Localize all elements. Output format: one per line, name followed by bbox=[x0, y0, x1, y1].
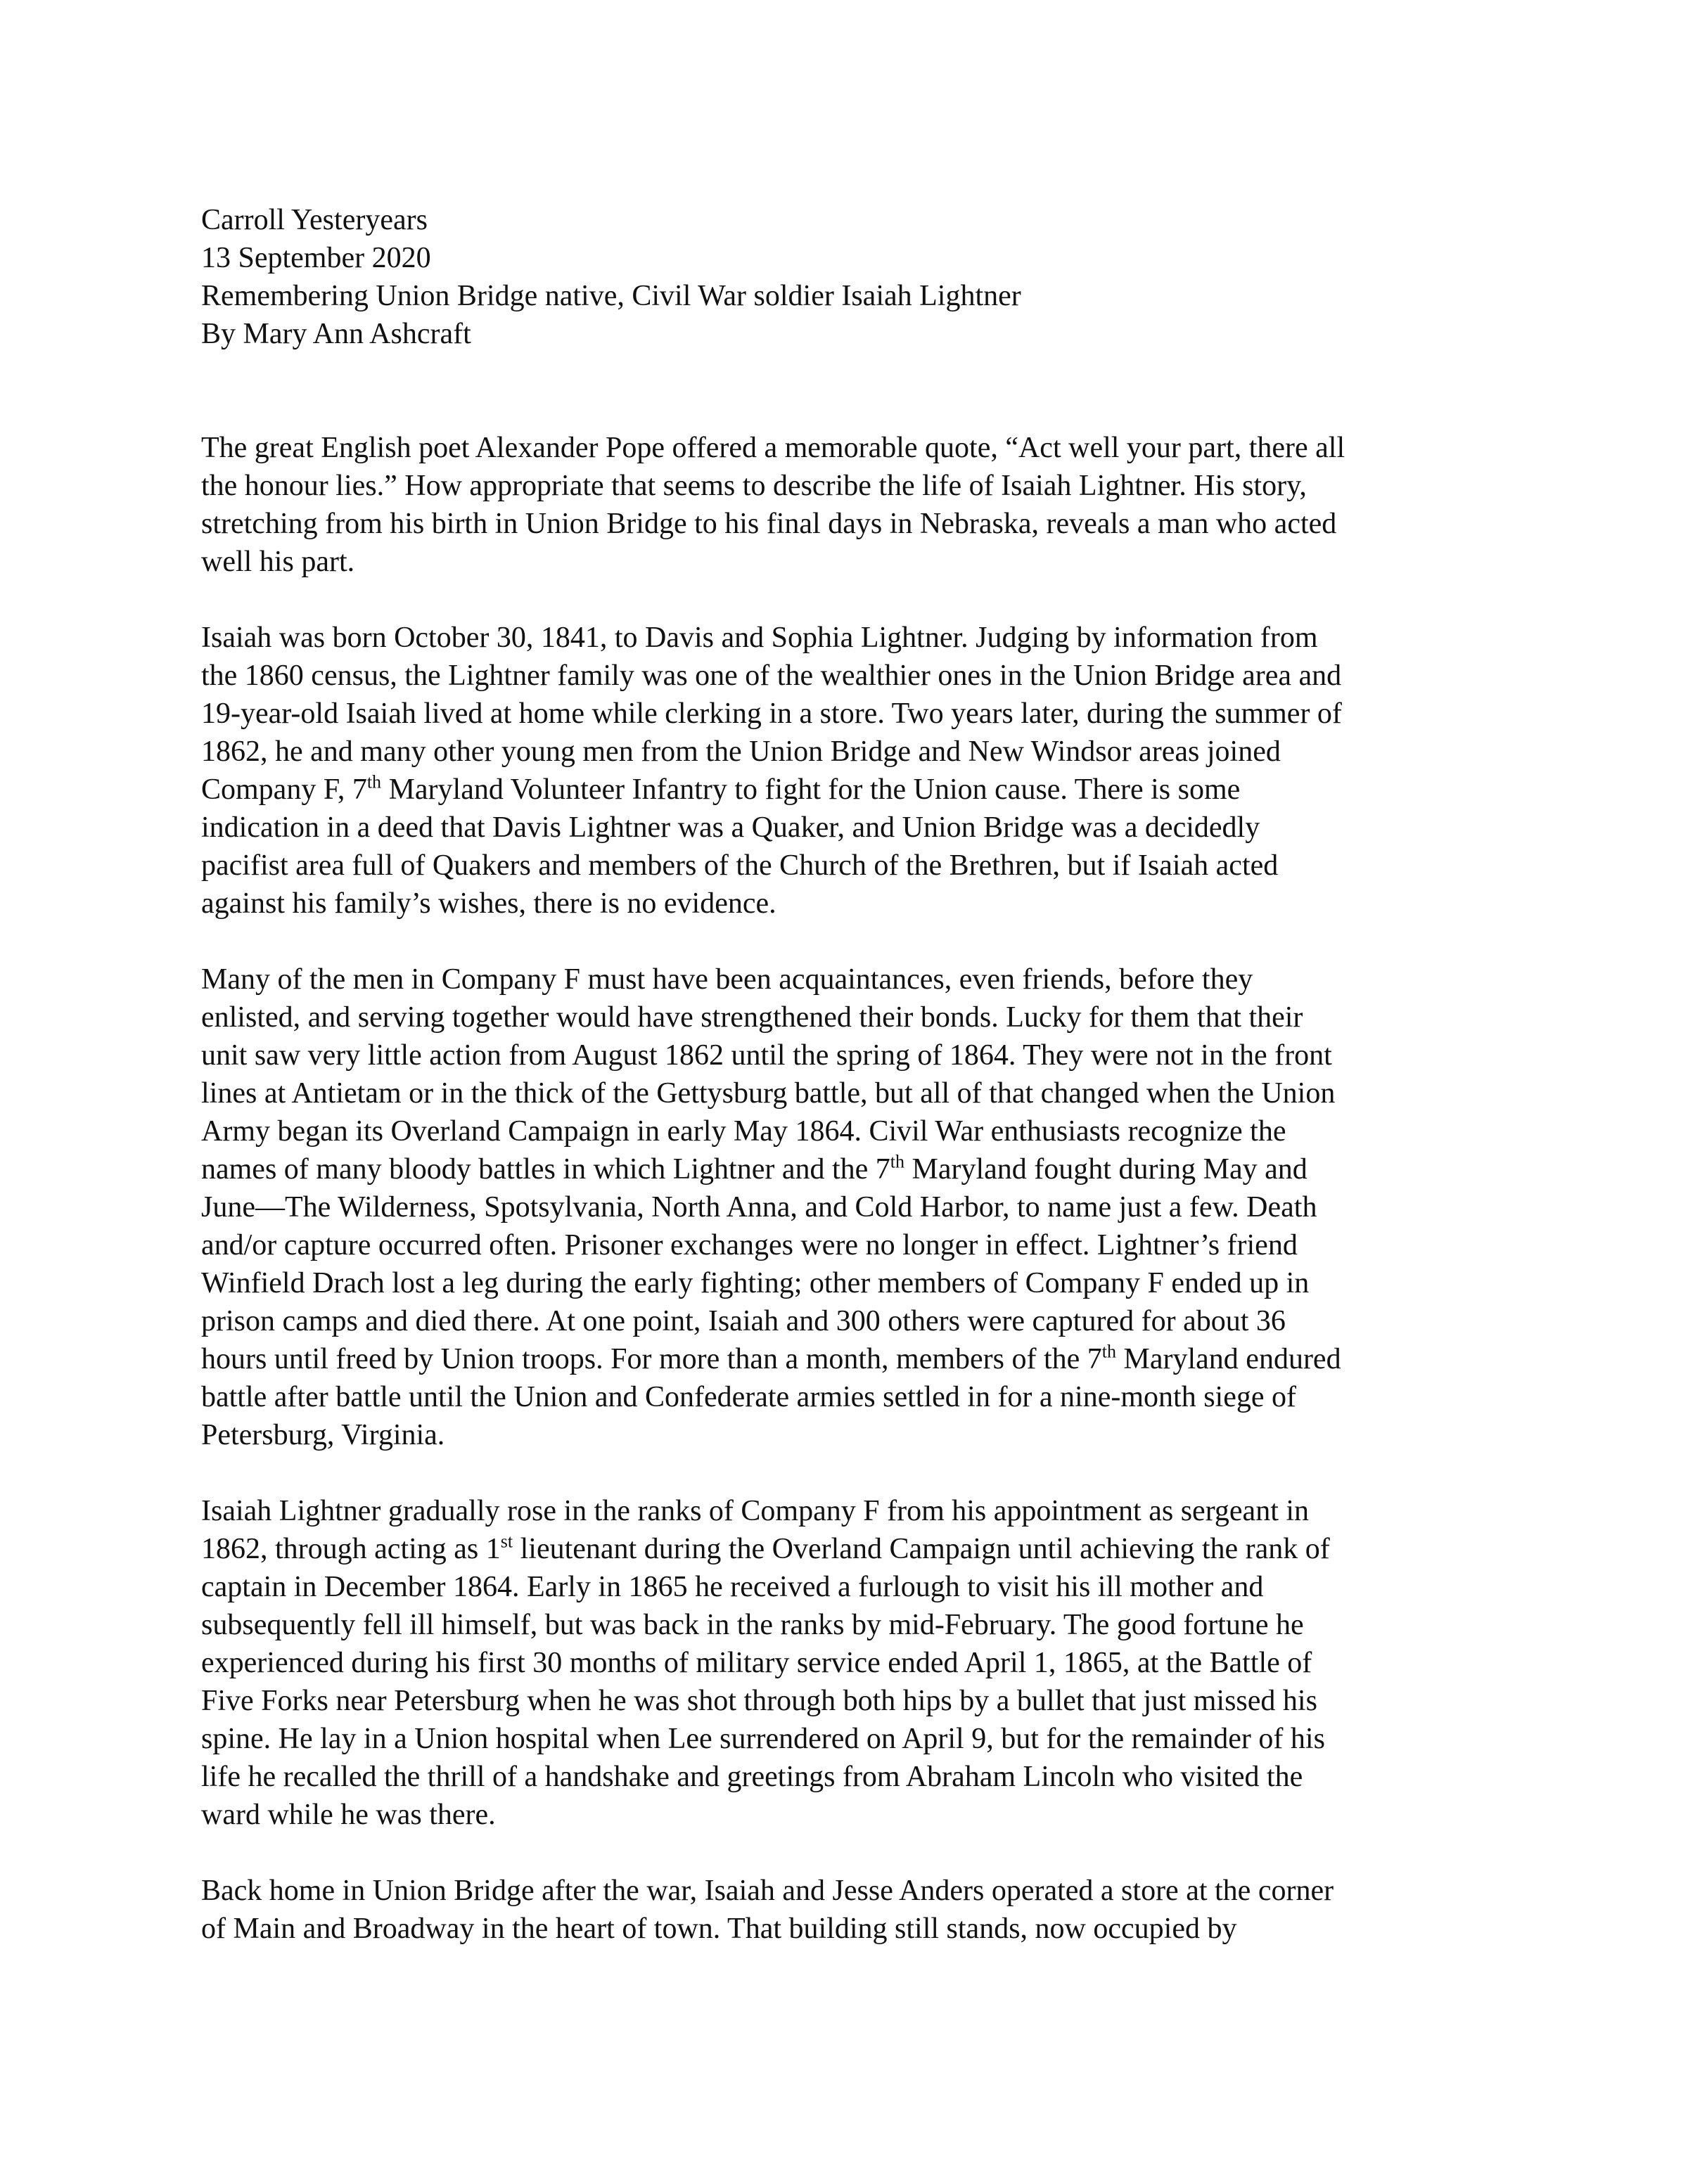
text-line: stretching from his birth in Union Bridge to his final days in Nebraska, reveals a man who acted bbox=[201, 508, 1337, 540]
text-line: captain in December 1864. Early in 1865 he received a furlough to visit his ill mother and bbox=[201, 1571, 1264, 1603]
text-line bbox=[201, 1340, 1537, 1378]
paragraph-3 bbox=[201, 961, 1537, 1454]
paragraph-4 bbox=[201, 1492, 1537, 1834]
text-line: and/or capture occurred often. Prisoner exchanges were no longer in effect. Lightner’s friend bbox=[201, 1229, 1298, 1261]
text-line: Isaiah Lightner gradually rose in the ranks of Company F from his appointment as sergeant in bbox=[201, 1495, 1310, 1527]
text-line: well his part. bbox=[201, 546, 355, 578]
text-line: indication in a deed that Davis Lightner was a Quaker, and Union Bridge was a decidedly bbox=[201, 811, 1260, 844]
text-segment: lieutenant during the Overland Campaign until achieving the rank of bbox=[513, 1533, 1330, 1565]
header-spacer bbox=[201, 353, 1537, 429]
document-page bbox=[201, 201, 1537, 1986]
text-segment: hours until freed by Union troops. For more than a month, members of the 7 bbox=[201, 1343, 1102, 1375]
text-line: Petersburg, Virginia. bbox=[201, 1419, 445, 1451]
text-line: spine. He lay in a Union hospital when Lee surrendered on April 9, but for the remainder of his bbox=[201, 1723, 1325, 1755]
text-line: Five Forks near Petersburg when he was shot through both hips by a bullet that just missed his bbox=[201, 1685, 1317, 1717]
ordinal-superscript: th bbox=[1101, 1341, 1117, 1362]
text-line: ward while he was there. bbox=[201, 1799, 496, 1831]
text-line: battle after battle until the Union and Confederate armies settled in for a nine-month siege of bbox=[201, 1381, 1296, 1413]
text-line: unit saw very little action from August 1862 until the spring of 1864. They were not in the front bbox=[201, 1039, 1332, 1072]
text-line: of Main and Broadway in the heart of town. That building still stands, now occupied by bbox=[201, 1913, 1237, 1945]
text-line: life he recalled the thrill of a handshake and greetings from Abraham Lincoln who visited the bbox=[201, 1761, 1303, 1793]
text-line: Winfield Drach lost a leg during the early fighting; other members of Company F ended up in bbox=[201, 1267, 1310, 1299]
text-line: against his family’s wishes, there is no evidence. bbox=[201, 887, 776, 920]
paragraph-5 bbox=[201, 1872, 1537, 1948]
text-line: 19-year-old Isaiah lived at home while clerking in a store. Two years later, during the summer of bbox=[201, 698, 1342, 730]
text-line bbox=[201, 1150, 1537, 1188]
text-line: lines at Antietam or in the thick of the Gettysburg battle, but all of that changed when the Union bbox=[201, 1077, 1336, 1110]
byline: By Mary Ann Ashcraft bbox=[201, 318, 471, 350]
text-line: Army began its Overland Campaign in early May 1864. Civil War enthusiasts recognize the bbox=[201, 1115, 1286, 1148]
text-line: subsequently fell ill himself, but was back in the ranks by mid-February. The good fortune he bbox=[201, 1609, 1304, 1641]
paragraph-1 bbox=[201, 429, 1537, 581]
text-line: the 1860 census, the Lightner family was one of the wealthier ones in the Union Bridge area and bbox=[201, 660, 1342, 692]
publication-date: 13 September 2020 bbox=[201, 242, 431, 274]
article-body bbox=[201, 429, 1537, 1948]
text-line: pacifist area full of Quakers and members of the Church of the Brethren, but if Isaiah acted bbox=[201, 849, 1279, 882]
text-line: The great English poet Alexander Pope offered a memorable quote, “Act well your part, there all bbox=[201, 432, 1345, 464]
text-segment: Maryland fought during May and bbox=[904, 1153, 1307, 1186]
text-line: 1862, he and many other young men from the Union Bridge and New Windsor areas joined bbox=[201, 736, 1281, 768]
text-line: June—The Wilderness, Spotsylvania, North Anna, and Cold Harbor, to name just a few. Death bbox=[201, 1191, 1317, 1223]
text-segment: Company F, 7 bbox=[201, 773, 367, 806]
paragraph-2 bbox=[201, 619, 1537, 923]
ordinal-superscript: th bbox=[366, 771, 382, 792]
text-segment: 1862, through acting as 1 bbox=[201, 1533, 501, 1565]
text-segment: names of many bloody battles in which Lightner and the 7 bbox=[201, 1153, 890, 1186]
text-line: prison camps and died there. At one point, Isaiah and 300 others were captured for about 36 bbox=[201, 1305, 1286, 1337]
text-line: experienced during his first 30 months of military service ended April 1, 1865, at the Battle of bbox=[201, 1647, 1312, 1679]
text-line: Back home in Union Bridge after the war, Isaiah and Jesse Anders operated a store at the corner bbox=[201, 1875, 1334, 1907]
text-line bbox=[201, 771, 1537, 809]
text-line: the honour lies.” How appropriate that seems to describe the life of Isaiah Lightner. His story, bbox=[201, 470, 1307, 502]
text-segment: Maryland endured bbox=[1116, 1343, 1341, 1375]
text-line: enlisted, and serving together would have strengthened their bonds. Lucky for them that their bbox=[201, 1001, 1303, 1034]
text-line: Isaiah was born October 30, 1841, to Davis and Sophia Lightner. Judging by information from bbox=[201, 622, 1318, 654]
text-line: Many of the men in Company F must have been acquaintances, even friends, before they bbox=[201, 963, 1253, 996]
text-segment: Maryland Volunteer Infantry to fight for the Union cause. There is some bbox=[381, 773, 1241, 806]
publication-name: Carroll Yesteryears bbox=[201, 204, 428, 236]
article-header bbox=[201, 201, 1537, 353]
ordinal-superscript: st bbox=[500, 1531, 513, 1552]
text-line bbox=[201, 1530, 1537, 1568]
ordinal-superscript: th bbox=[890, 1151, 905, 1172]
article-title: Remembering Union Bridge native, Civil War soldier Isaiah Lightner bbox=[201, 280, 1021, 312]
